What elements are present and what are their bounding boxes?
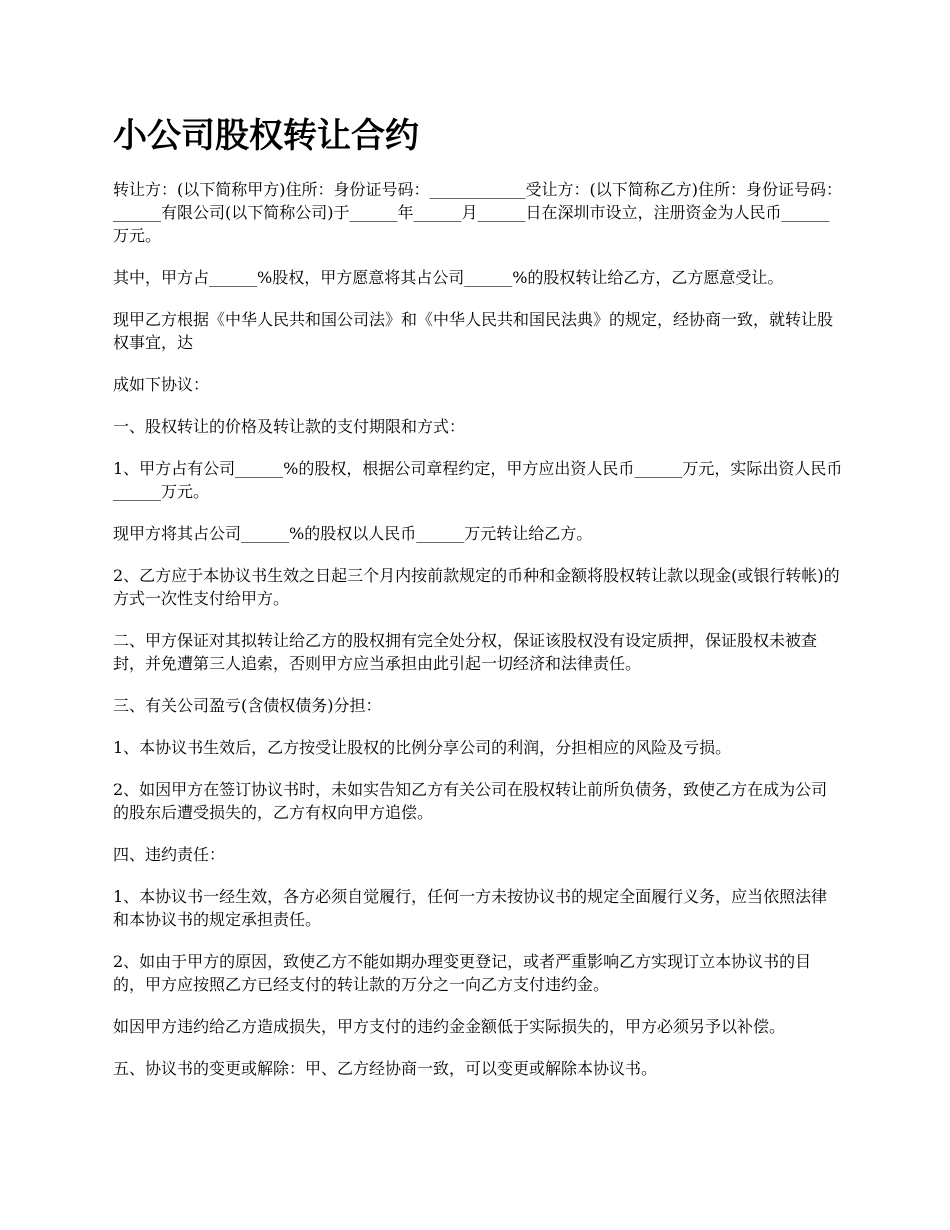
clause-1-profit-share: 1、本协议书生效后，乙方按受让股权的比例分享公司的利润，分担相应的风险及亏损。: [113, 738, 732, 757]
clause-2-penalty: 2、如由于甲方的原因，致使乙方不能如期办理变更登记，或者严重影响乙方实现订立本协议书的目的，甲方应按照乙方已经支付的转让款的万分之一向乙方支付违约金。: [113, 952, 812, 994]
clause-1-performance: 1、本协议书一经生效，各方必须自觉履行，任何一方未按协议书的规定全面履行义务，应当依照法律和本协议书的规定承担责任。: [113, 887, 828, 929]
paragraph-share-ratio: 其中，甲方占______%股权，甲方愿意将其占公司______%的股权转让给乙方，乙方愿意受让。: [113, 268, 784, 287]
clause-2-payment: 2、乙方应于本协议书生效之日起三个月内按前款规定的币种和金额将股权转让款以现金(或银行转帐)的方式一次性支付给甲方。: [113, 566, 840, 608]
clause-2-debt-recovery: 2、如因甲方在签订协议书时，未如实告知乙方有关公司在股权转让前所负债务，致使乙方在成为公司的股东后遭受损失的，乙方有权向甲方追偿。: [113, 780, 828, 822]
clause-transfer-price: 现甲方将其占公司______%的股权以人民币______万元转让给乙方。: [113, 524, 593, 543]
paragraph-legal-basis: 现甲乙方根据《中华人民共和国公司法》和《中华人民共和国民法典》的规定，经协商一致，就转让股权事宜，达: [113, 310, 834, 352]
section-heading-warranty: 二、甲方保证对其拟转让给乙方的股权拥有完全处分权，保证该股权没有设定质押，保证股权未被查封，并免遭第三人追索，否则甲方应当承担由此引起一切经济和法律责任。: [113, 631, 818, 673]
document-body: [113, 112, 843, 1099]
paragraph-parties: 转让方：(以下简称甲方)住所：身份证号码：____________受让方：(以下简称乙方)住所：身份证号码：______有限公司(以下简称公司)于______年______月______日在深圳市设立，注册资金为人民币______万元。: [113, 180, 842, 245]
section-heading-profit-loss: 三、有关公司盈亏(含债权债务)分担：: [113, 696, 382, 715]
clause-1-capital: 1、甲方占有公司______%的股权，根据公司章程约定，甲方应出资人民币______万元，实际出资人民币______万元。: [113, 459, 843, 501]
clause-compensation: 如因甲方违约给乙方造成损失，甲方支付的违约金金额低于实际损失的，甲方必须另予以补偿。: [113, 1017, 786, 1036]
section-heading-liability: 四、违约责任：: [113, 845, 226, 864]
paragraph-agreement-intro: 成如下协议：: [113, 375, 210, 394]
section-heading-amendment: 五、协议书的变更或解除：甲、乙方经协商一致，可以变更或解除本协议书。: [113, 1059, 658, 1078]
section-heading-price: 一、股权转让的价格及转让款的支付期限和方式：: [113, 417, 466, 436]
document-title: 小公司股权转让合约: [113, 116, 419, 156]
